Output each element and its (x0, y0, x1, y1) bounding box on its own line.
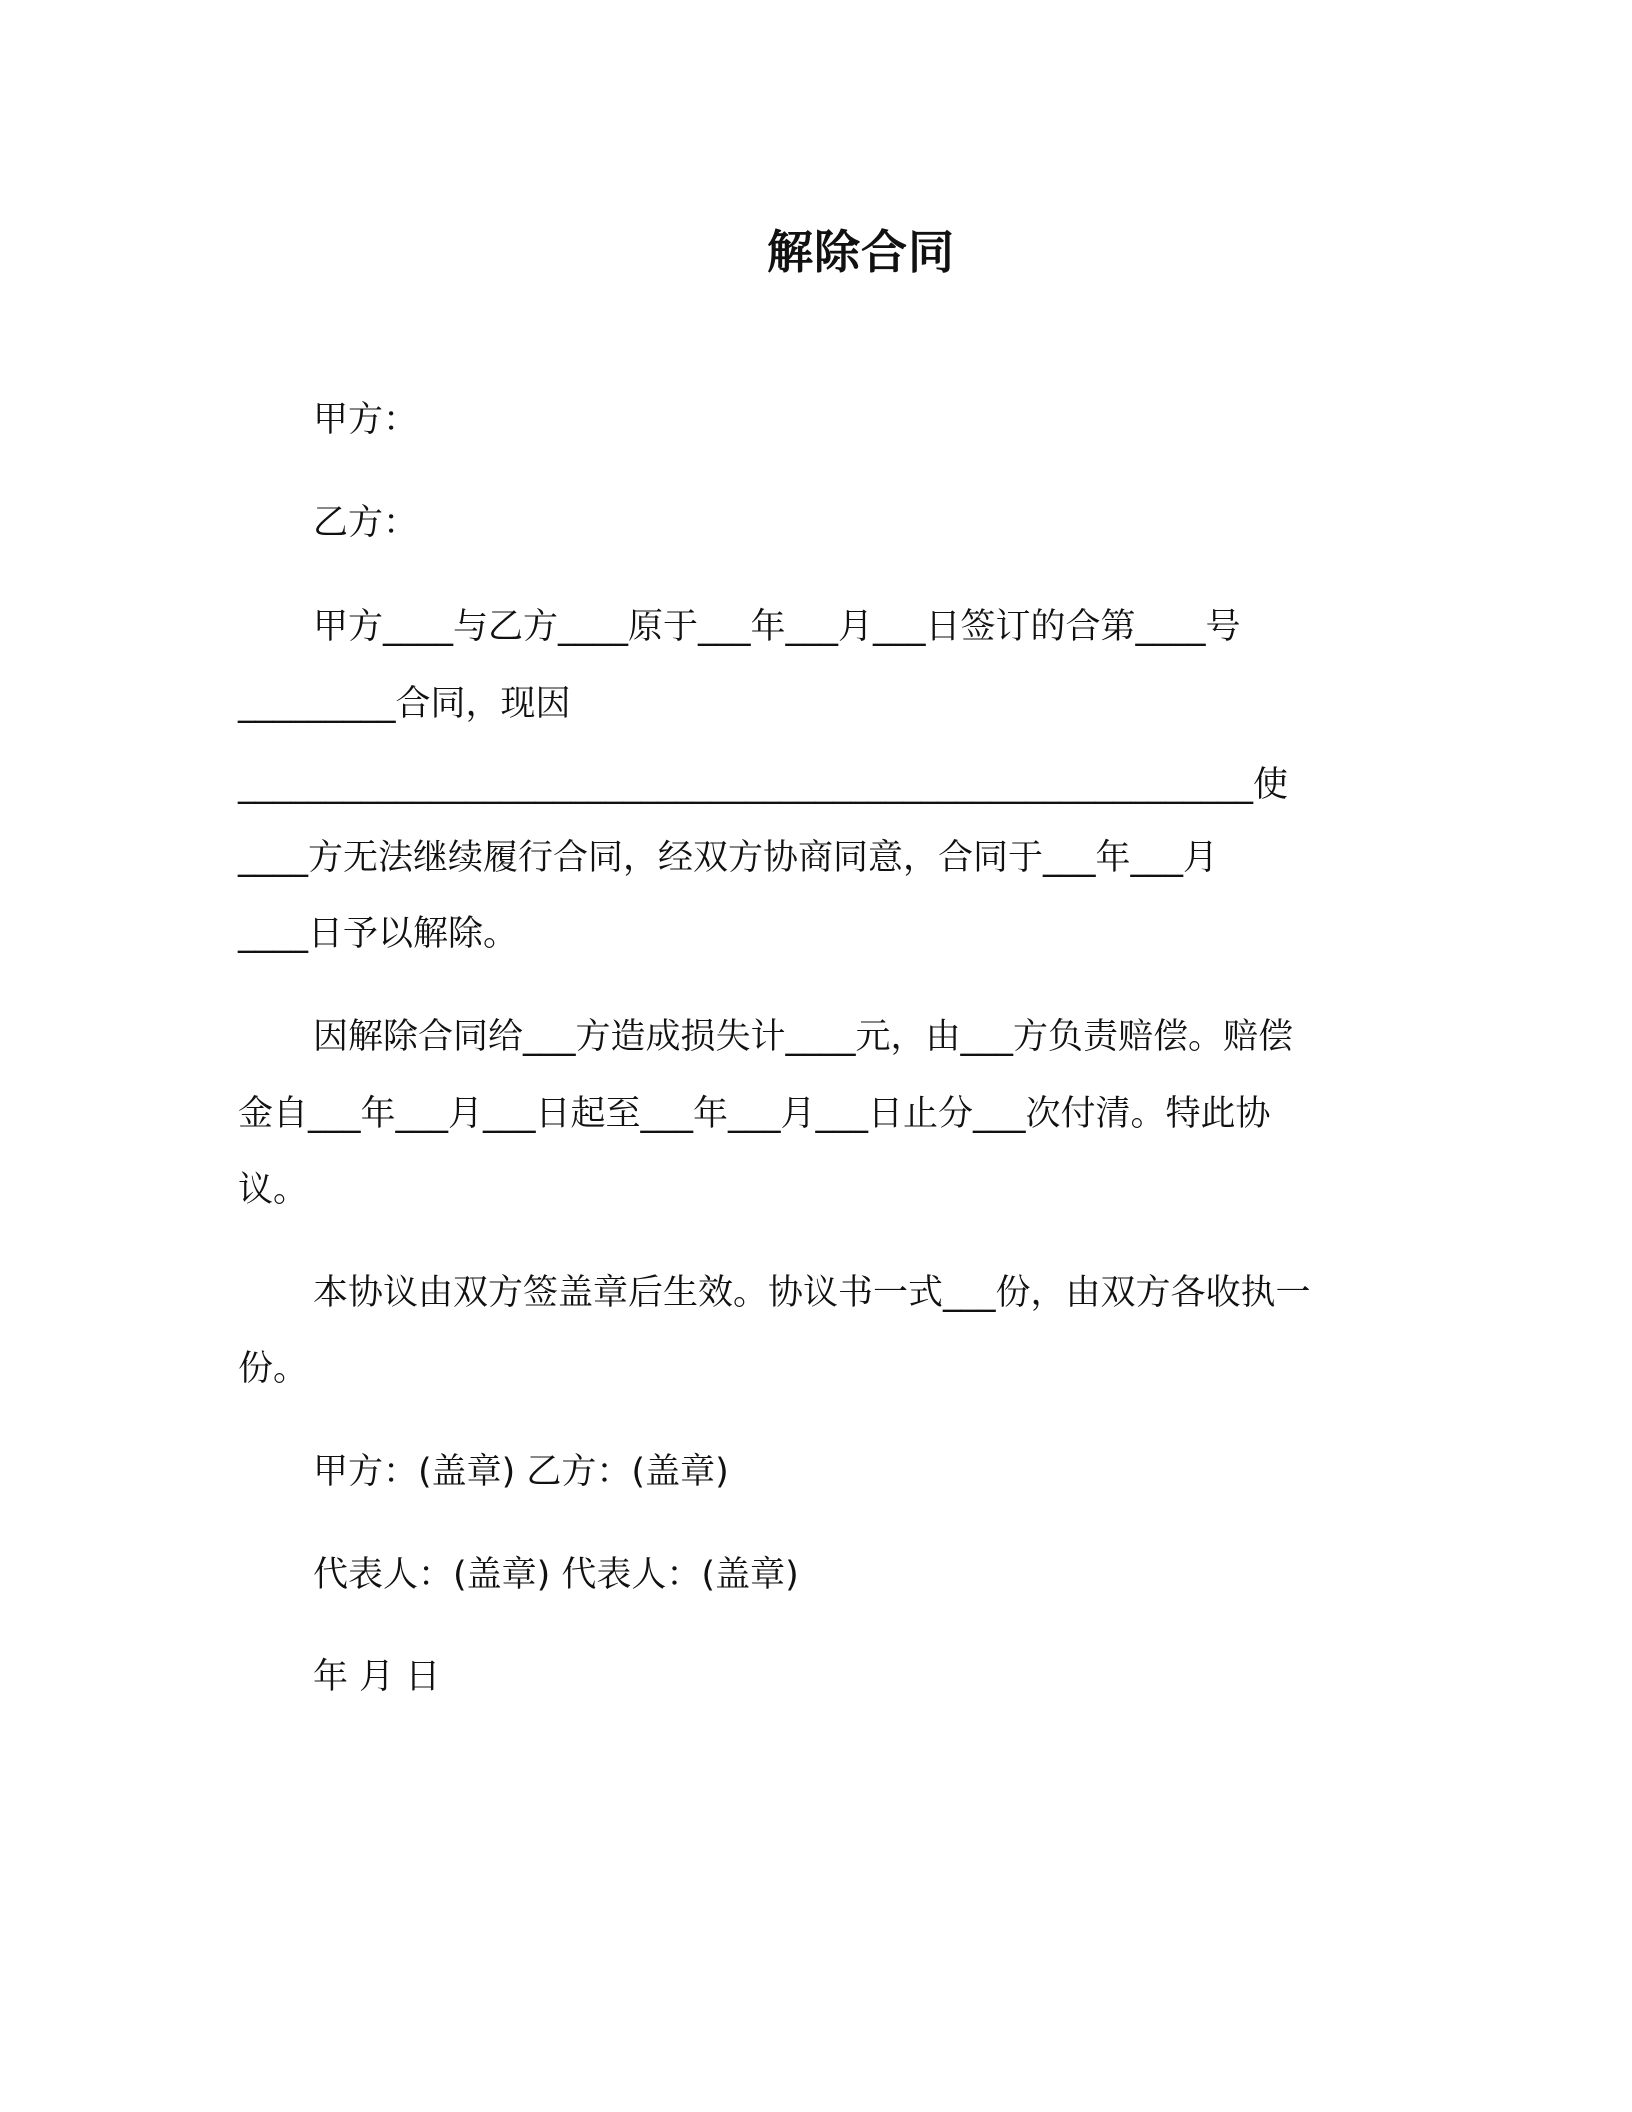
para1-line5: ____日予以解除。 (238, 914, 519, 954)
party-a-line: 甲方： (313, 400, 419, 440)
para2-line3: 议。 (238, 1170, 309, 1210)
para2-line1: 因解除合同给___方造成损失计____元，由___方负责赔偿。赔偿 (313, 1017, 1294, 1057)
party-b-line: 乙方： (313, 503, 419, 543)
para1-line3: __________________________________________________________使 (238, 765, 1289, 805)
para1-line1: 甲方____与乙方____原于___年___月___日签订的合第____号 (313, 607, 1241, 647)
para2-line2: 金自___年___月___日起至___年___月___日止分___次付清。特此协 (238, 1094, 1271, 1134)
date-line: 年 月 日 (313, 1657, 441, 1697)
para1-line2: _________合同，现因 (238, 684, 571, 724)
para3-line1: 本协议由双方签盖章后生效。协议书一式___份，由双方各收执一 (313, 1273, 1311, 1313)
para1-line4: ____方无法继续履行合同，经双方协商同意，合同于___年___月 (238, 838, 1219, 878)
signature-line-representatives: 代表人：(盖章) 代表人：(盖章) (313, 1555, 799, 1595)
signature-line-parties: 甲方：(盖章) 乙方：(盖章) (313, 1452, 729, 1492)
para3-line2: 份。 (238, 1349, 309, 1389)
document-title: 解除合同 (767, 225, 955, 279)
